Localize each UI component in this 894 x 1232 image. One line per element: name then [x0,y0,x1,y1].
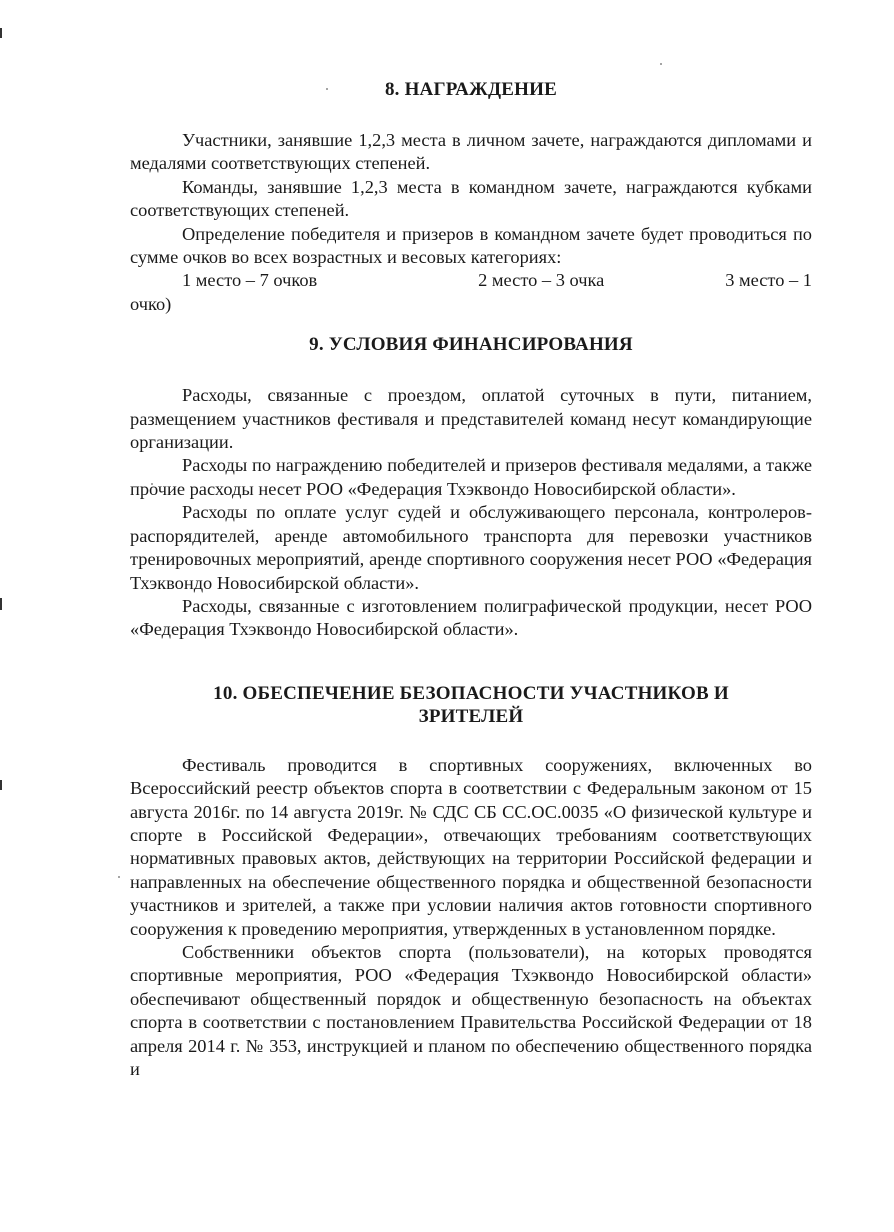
document-page [130,78,812,1081]
section-10-paragraph: Собственники объектов спорта (пользователи), на которых проводятся спортивные мероприятия, РОО «Федерация Тхэквондо Новосибирской области» обеспечивают общественный порядок и общественную безопасность на объектах спорта в соответствии с постановлением Правительства Российской Федерации от 18 апреля 2014 г. № 353, инструкцией и планом по обеспечению общественного порядка и [130,941,812,1079]
scan-speck [118,876,120,878]
section-8-paragraph: Определение победителя и призеров в командном зачете будет проводиться по сумме очков во всех возрастных и весовых категориях: [130,223,812,268]
section-9-paragraph: Расходы по оплате услуг судей и обслуживающего персонала, контролеров-распорядителей, аренде автомобильного транспорта для перевозки участников тренировочных мероприятий, аренде спортивного сооружения несет РОО «Федерация Тхэквондо Новосибирской области». [130,502,812,593]
section-10-title [130,682,812,728]
places-row [130,269,812,292]
place-second: 2 место – 3 очка [478,270,605,291]
place-first: 1 место – 7 очков [182,270,318,291]
section-9-paragraph: Расходы по награждению победителей и призеров фестиваля медалями, а также прочие расходы несет РОО «Федерация Тхэквондо Новосибирской области». [130,455,812,499]
places-tail: очко) [130,293,172,314]
scan-edge-mark [0,28,2,38]
section-8-paragraph: Участники, занявшие 1,2,3 места в личном зачете, награждаются дипломами и медалями соответствующих степеней. [130,130,812,174]
section-9-paragraph: Расходы, связанные с изготовлением полиграфической продукции, несет РОО «Федерация Тхэквондо Новосибирской области». [130,595,812,640]
scan-edge-mark [0,598,2,610]
section-8-title: 8. НАГРАЖДЕНИЕ [384,79,558,100]
scan-edge-mark [0,780,2,790]
section-10-paragraph: Фестиваль проводится в спортивных сооружениях, включенных во Всероссийский реестр объектов спорта в соответствии с Федеральным законом от 15 августа 2016г. по 14 августа 2019г. № СДС СБ СС.ОС.0035 «О физической культуре и спорте в Российской Федерации», отвечающих требованиям соответствующих нормативных правовых актов, действующих на территории Российской федерации и направленных на обеспечение общественного порядка и общественной безопасности участников и зрителей, а также при условии наличия актов готовности спортивного сооружения к проведению мероприятия, утвержденных в установленном порядке. [130,754,812,939]
section-9-title: 9. УСЛОВИЯ ФИНАНСИРОВАНИЯ [309,334,633,356]
section-10-title-line: 10. ОБЕСПЕЧЕНИЕ БЕЗОПАСНОСТИ УЧАСТНИКОВ И [213,682,729,704]
section-8-paragraph: Команды, занявшие 1,2,3 места в командном зачете, награждаются кубками соответствующих степеней. [130,176,812,221]
place-third: 3 место – 1 [725,270,812,291]
scan-speck [660,63,662,65]
section-9-paragraph: Расходы, связанные с проездом, оплатой суточных в пути, питанием, размещением участников фестиваля и представителей команд несут командирующие организации. [130,385,812,453]
section-10-title-line: ЗРИТЕЛЕЙ [418,705,524,727]
